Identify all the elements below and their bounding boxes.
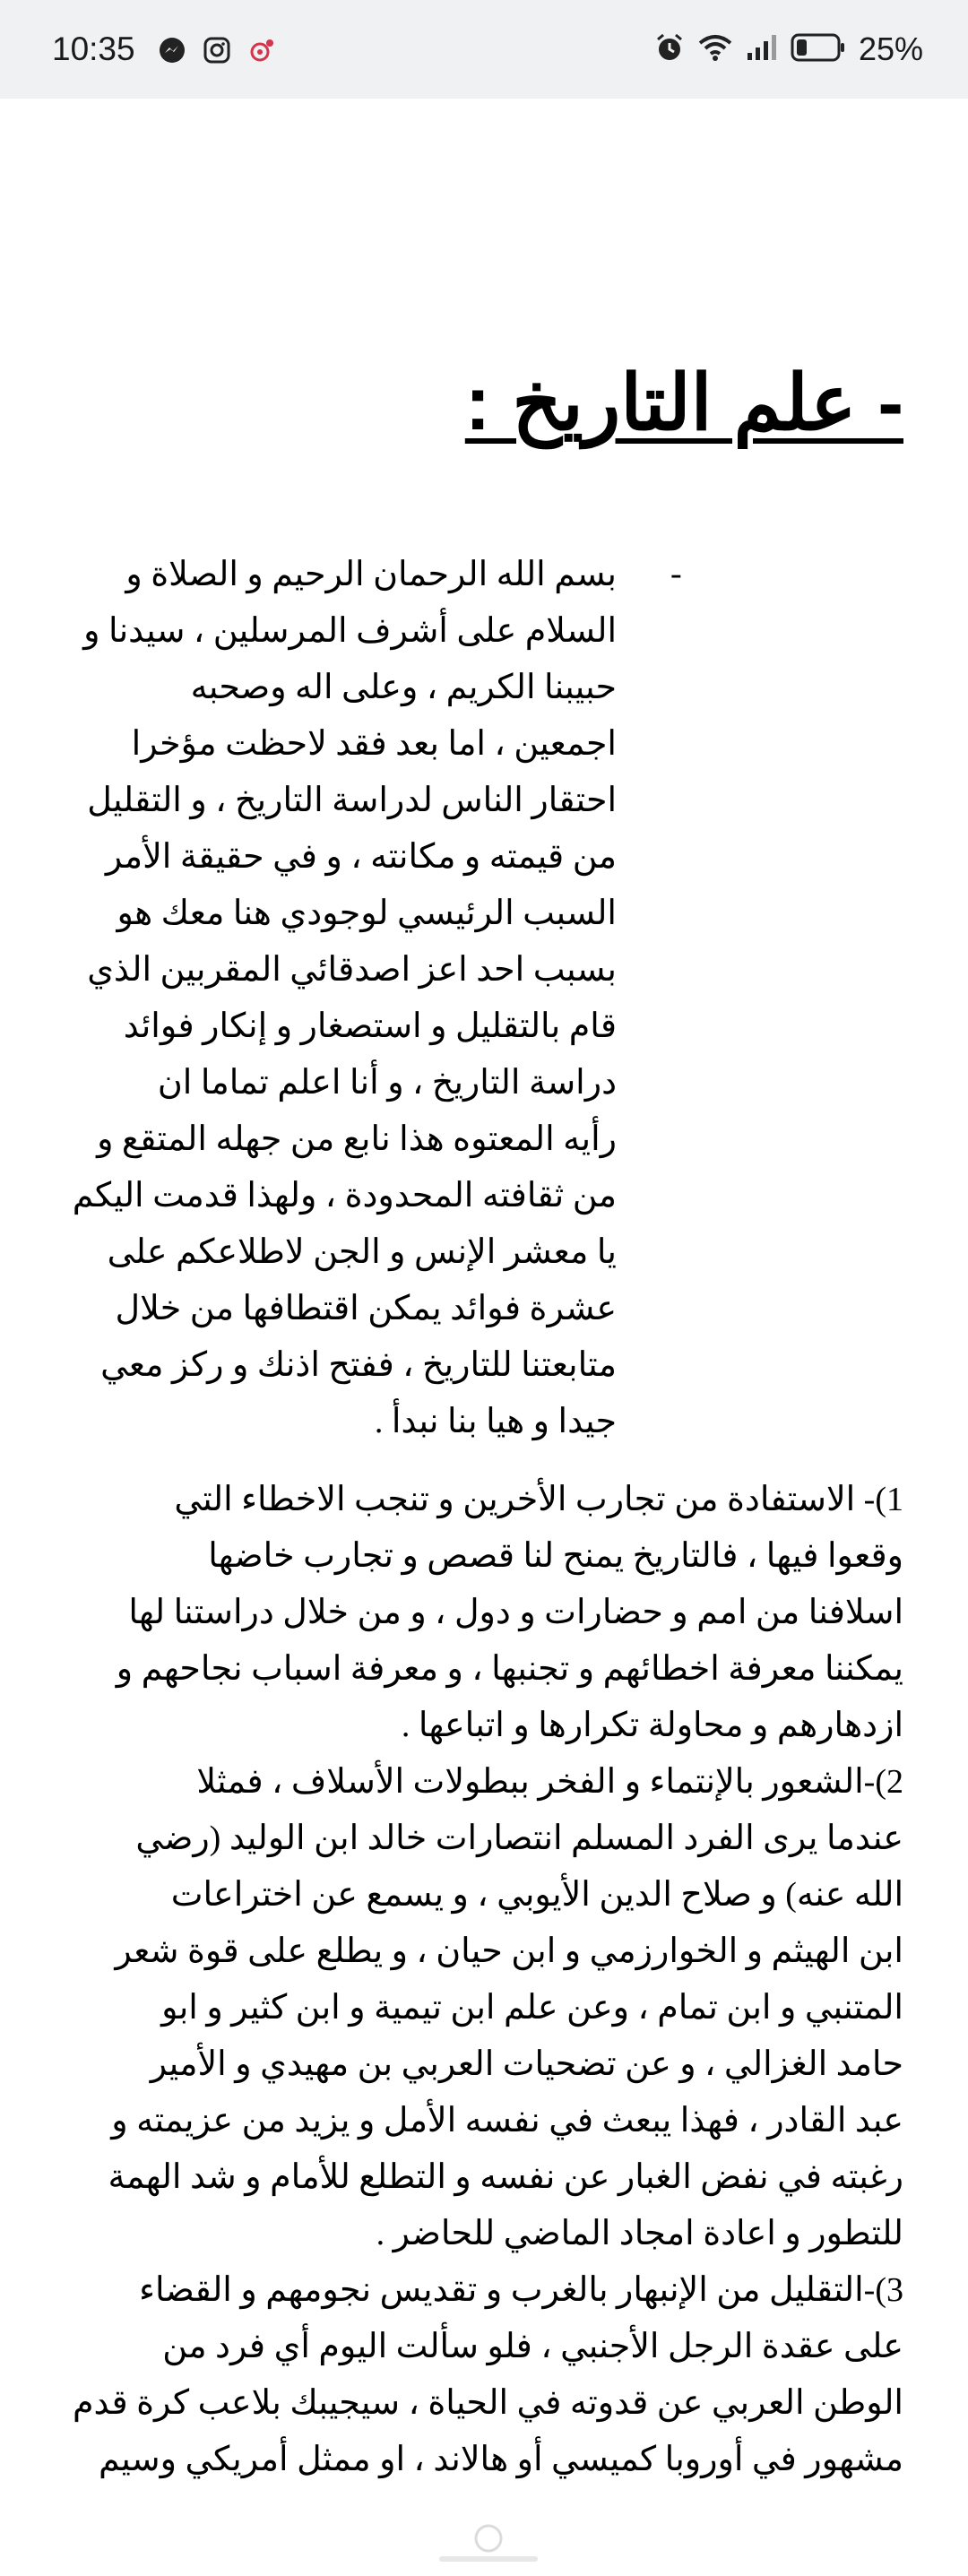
- status-bar: [0, 0, 968, 99]
- notification-dot-icon: [247, 36, 276, 68]
- text-line: الوطن العربي عن قدوته في الحياة ، سيجيبك بلاعب كرة قدم: [73, 2384, 903, 2422]
- watermark-logo: [421, 2519, 556, 2572]
- text-line: يا معشر الإنس و الجن لاطلاعكم على: [107, 1233, 617, 1271]
- text-line: عندما يرى الفرد المسلم انتصارات خالد ابن الوليد (رضي: [135, 1820, 903, 1857]
- text-line: عبد القادر ، فهذا يبعث في نفسه الأمل و يزيد من عزيمته و: [111, 2102, 903, 2139]
- text-line: 1)- الاستفادة من تجارب الأخرين و تنجب الاخطاء التي: [174, 1481, 903, 1518]
- text-line: من ثقافته المحدودة ، ولهذا قدمت اليكم: [72, 1177, 617, 1215]
- battery-icon: [791, 32, 846, 66]
- text-line: وقعوا فيها ، فالتاريخ يمنح لنا قصص و تجارب خاضها: [208, 1537, 903, 1575]
- text-line: دراسة التاريخ ، و أنا اعلم تماما ان: [157, 1064, 617, 1102]
- text-line: للتطور و اعادة امجاد الماضي للحاضر .: [376, 2215, 903, 2252]
- document-title: - علم التاريخ :: [464, 360, 903, 446]
- text-line: قام بالتقليل و استصغار و إنكار فوائد: [123, 1007, 617, 1045]
- document-page[interactable]: [0, 99, 968, 2528]
- text-line: مشهور في أوروبا كميسي أو هالاند ، او ممثل أمريكي وسيم: [99, 2441, 903, 2478]
- text-line: السبب الرئيسي لوجودي هنا معك هو: [117, 895, 617, 932]
- text-line: بسبب احد اعز اصدقائي المقربين الذي: [87, 951, 617, 989]
- signal-icon: [746, 33, 778, 65]
- text-line: على عقدة الرجل الأجنبي ، فلو سألت اليوم أي فرد من: [162, 2328, 903, 2365]
- text-line: المتنبي و ابن تمام ، وعن علم ابن تيمية و ابن كثير و ابو: [161, 1989, 903, 2027]
- text-line: الله عنه) و صلاح الدين الأيوبي ، و يسمع عن اختراعات: [170, 1876, 903, 1914]
- alarm-icon: [654, 32, 685, 66]
- text-line: ازدهارهم و محاولة تكرارها و اتباعها .: [401, 1707, 903, 1744]
- text-line: ابن الهيثم و الخوارزمي و ابن حيان ، و يطلع على قوة شعر: [115, 1932, 903, 1970]
- text-line: متابعتنا للتاريخ ، ففتح اذنك و ركز معي: [100, 1346, 617, 1384]
- wifi-icon: [697, 33, 733, 65]
- text-line: حبيبنا الكريم ، وعلى اله وصحبه: [190, 669, 617, 706]
- text-line: عشرة فوائد يمكن اقتطافها من خلال: [115, 1290, 617, 1327]
- text-line: بسم الله الرحمان الرحيم و الصلاة و: [125, 556, 617, 593]
- intro-paragraph: [61, 547, 617, 1450]
- instagram-icon: [203, 36, 231, 68]
- battery-percentage: 25%: [858, 30, 923, 67]
- text-line: احتقار الناس لدراسة التاريخ ، و التقليل: [87, 782, 617, 819]
- text-line: 2)-الشعور بالإنتماء و الفخر ببطولات الأسلاف ، فمثلا: [196, 1763, 903, 1801]
- intro-bullet: -: [670, 555, 682, 592]
- text-line: حامد الغزالي ، و عن تضحيات العربي بن مهيدي و الأمير: [150, 2045, 903, 2083]
- benefits-list: [61, 1472, 903, 2488]
- text-line: السلام على أشرف المرسلين ، سيدنا و: [83, 612, 617, 650]
- status-time: 10:35: [52, 30, 135, 67]
- text-line: رغبته في نفض الغبار عن نفسه و التطلع للأمام و شد الهمة: [108, 2158, 903, 2196]
- text-line: يمكننا معرفة اخطائهم و تجنبها ، و معرفة اسباب نجاحهم و: [116, 1650, 903, 1688]
- messenger-icon: [158, 36, 186, 68]
- text-line: اسلافنا من امم و حضارات و دول ، و من خلال دراستنا لها: [128, 1594, 903, 1631]
- text-line: من قيمته و مكانته ، و في حقيقة الأمر: [105, 838, 617, 876]
- text-line: 3)-التقليل من الإنبهار بالغرب و تقديس نجومهم و القضاء: [139, 2271, 903, 2309]
- text-line: رأيه المعتوه هذا نابع من جهله المتقع و: [97, 1120, 617, 1158]
- text-line: اجمعين ، اما بعد فقد لاحظت مؤخرا: [131, 725, 617, 763]
- text-line: جيدا و هيا بنا نبدأ .: [374, 1403, 617, 1440]
